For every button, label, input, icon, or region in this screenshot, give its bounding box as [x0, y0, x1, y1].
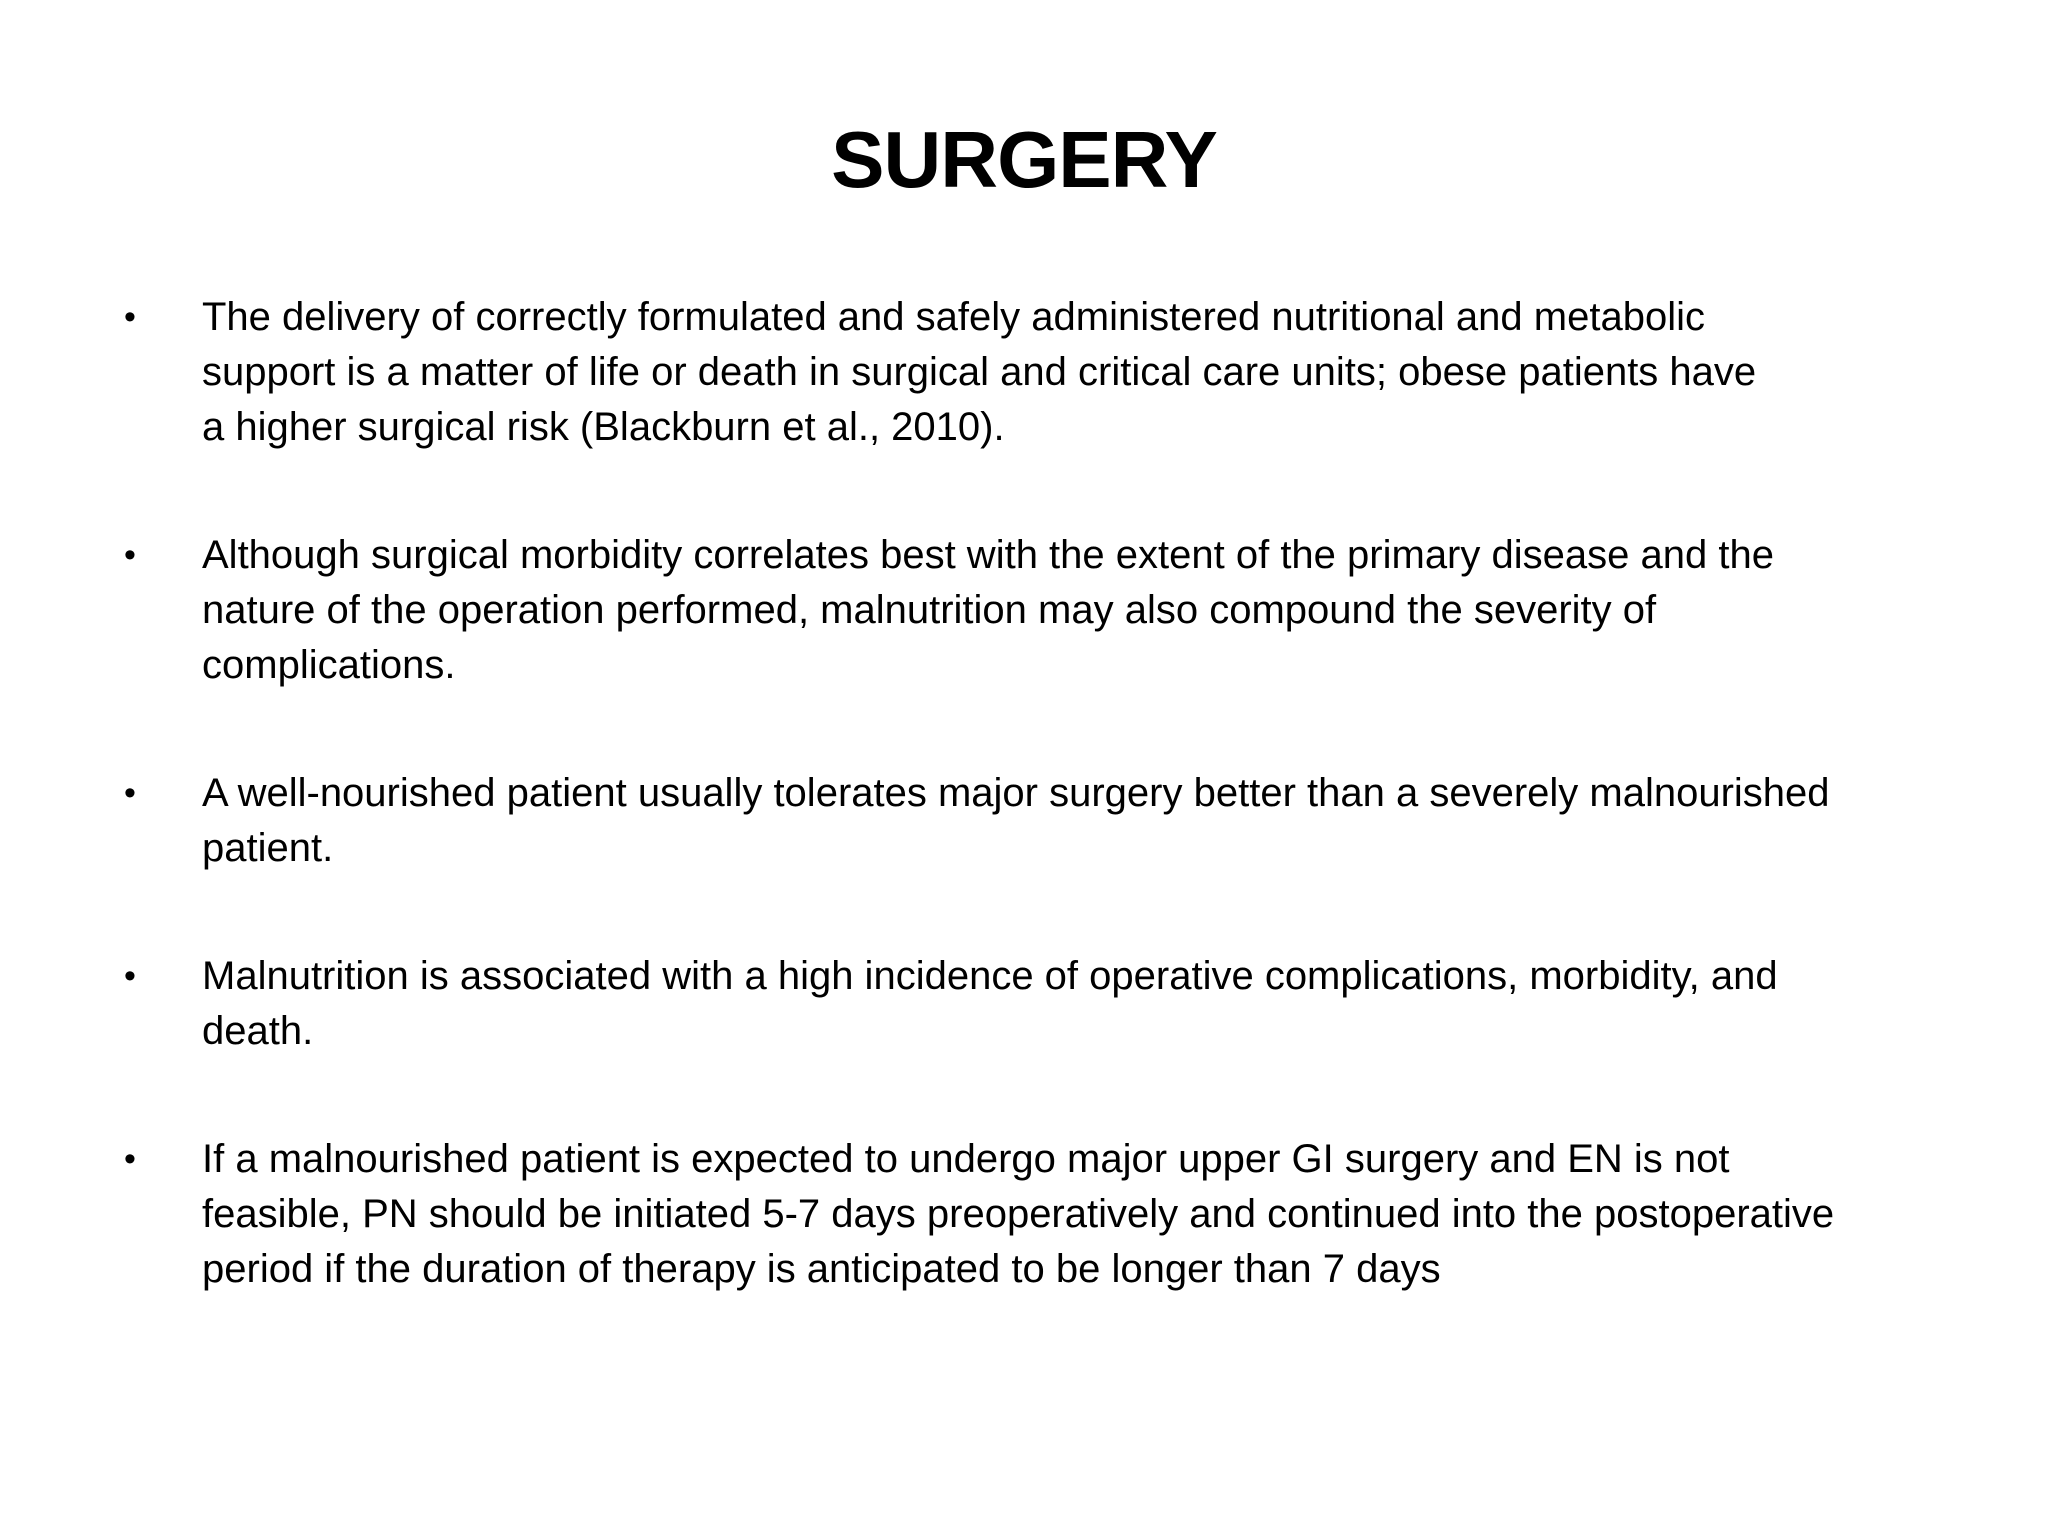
bullet-text: If a malnourished patient is expected to undergo major upper GI surgery and EN is not feasible, PN should be initiated 5-7 days preoperatively and continued into the postoperative period if the duration of therapy is anticipated to be longer than 7 days [202, 1137, 1835, 1291]
bullet-icon: • [124, 298, 136, 336]
bullet-item [124, 949, 1944, 1059]
bullet-icon: • [124, 1140, 136, 1178]
bullet-icon: • [124, 536, 136, 574]
bullet-text: A well-nourished patient usually tolerates major surgery better than a severely malnourished patient. [202, 771, 1830, 870]
bullet-text: The delivery of correctly formulated and safely administered nutritional and metabolic support is a matter of life or death in surgical and critical care units; obese patients have a higher surgical risk (Blackburn et al., 2010). [202, 295, 1757, 449]
bullet-text: Although surgical morbidity correlates best with the extent of the primary disease and the nature of the operation performed, malnutrition may also compound the severity of complications. [202, 533, 1774, 687]
bullet-item [124, 528, 1944, 693]
bullet-item [124, 766, 1944, 876]
bullet-list [124, 290, 1944, 1297]
bullet-item [124, 290, 1944, 455]
bullet-icon: • [124, 957, 136, 995]
bullet-text: Malnutrition is associated with a high incidence of operative complications, morbidity, and death. [202, 954, 1778, 1053]
bullet-item [124, 1132, 1944, 1297]
slide-title: SURGERY [831, 115, 1217, 204]
bullet-icon: • [124, 774, 136, 812]
